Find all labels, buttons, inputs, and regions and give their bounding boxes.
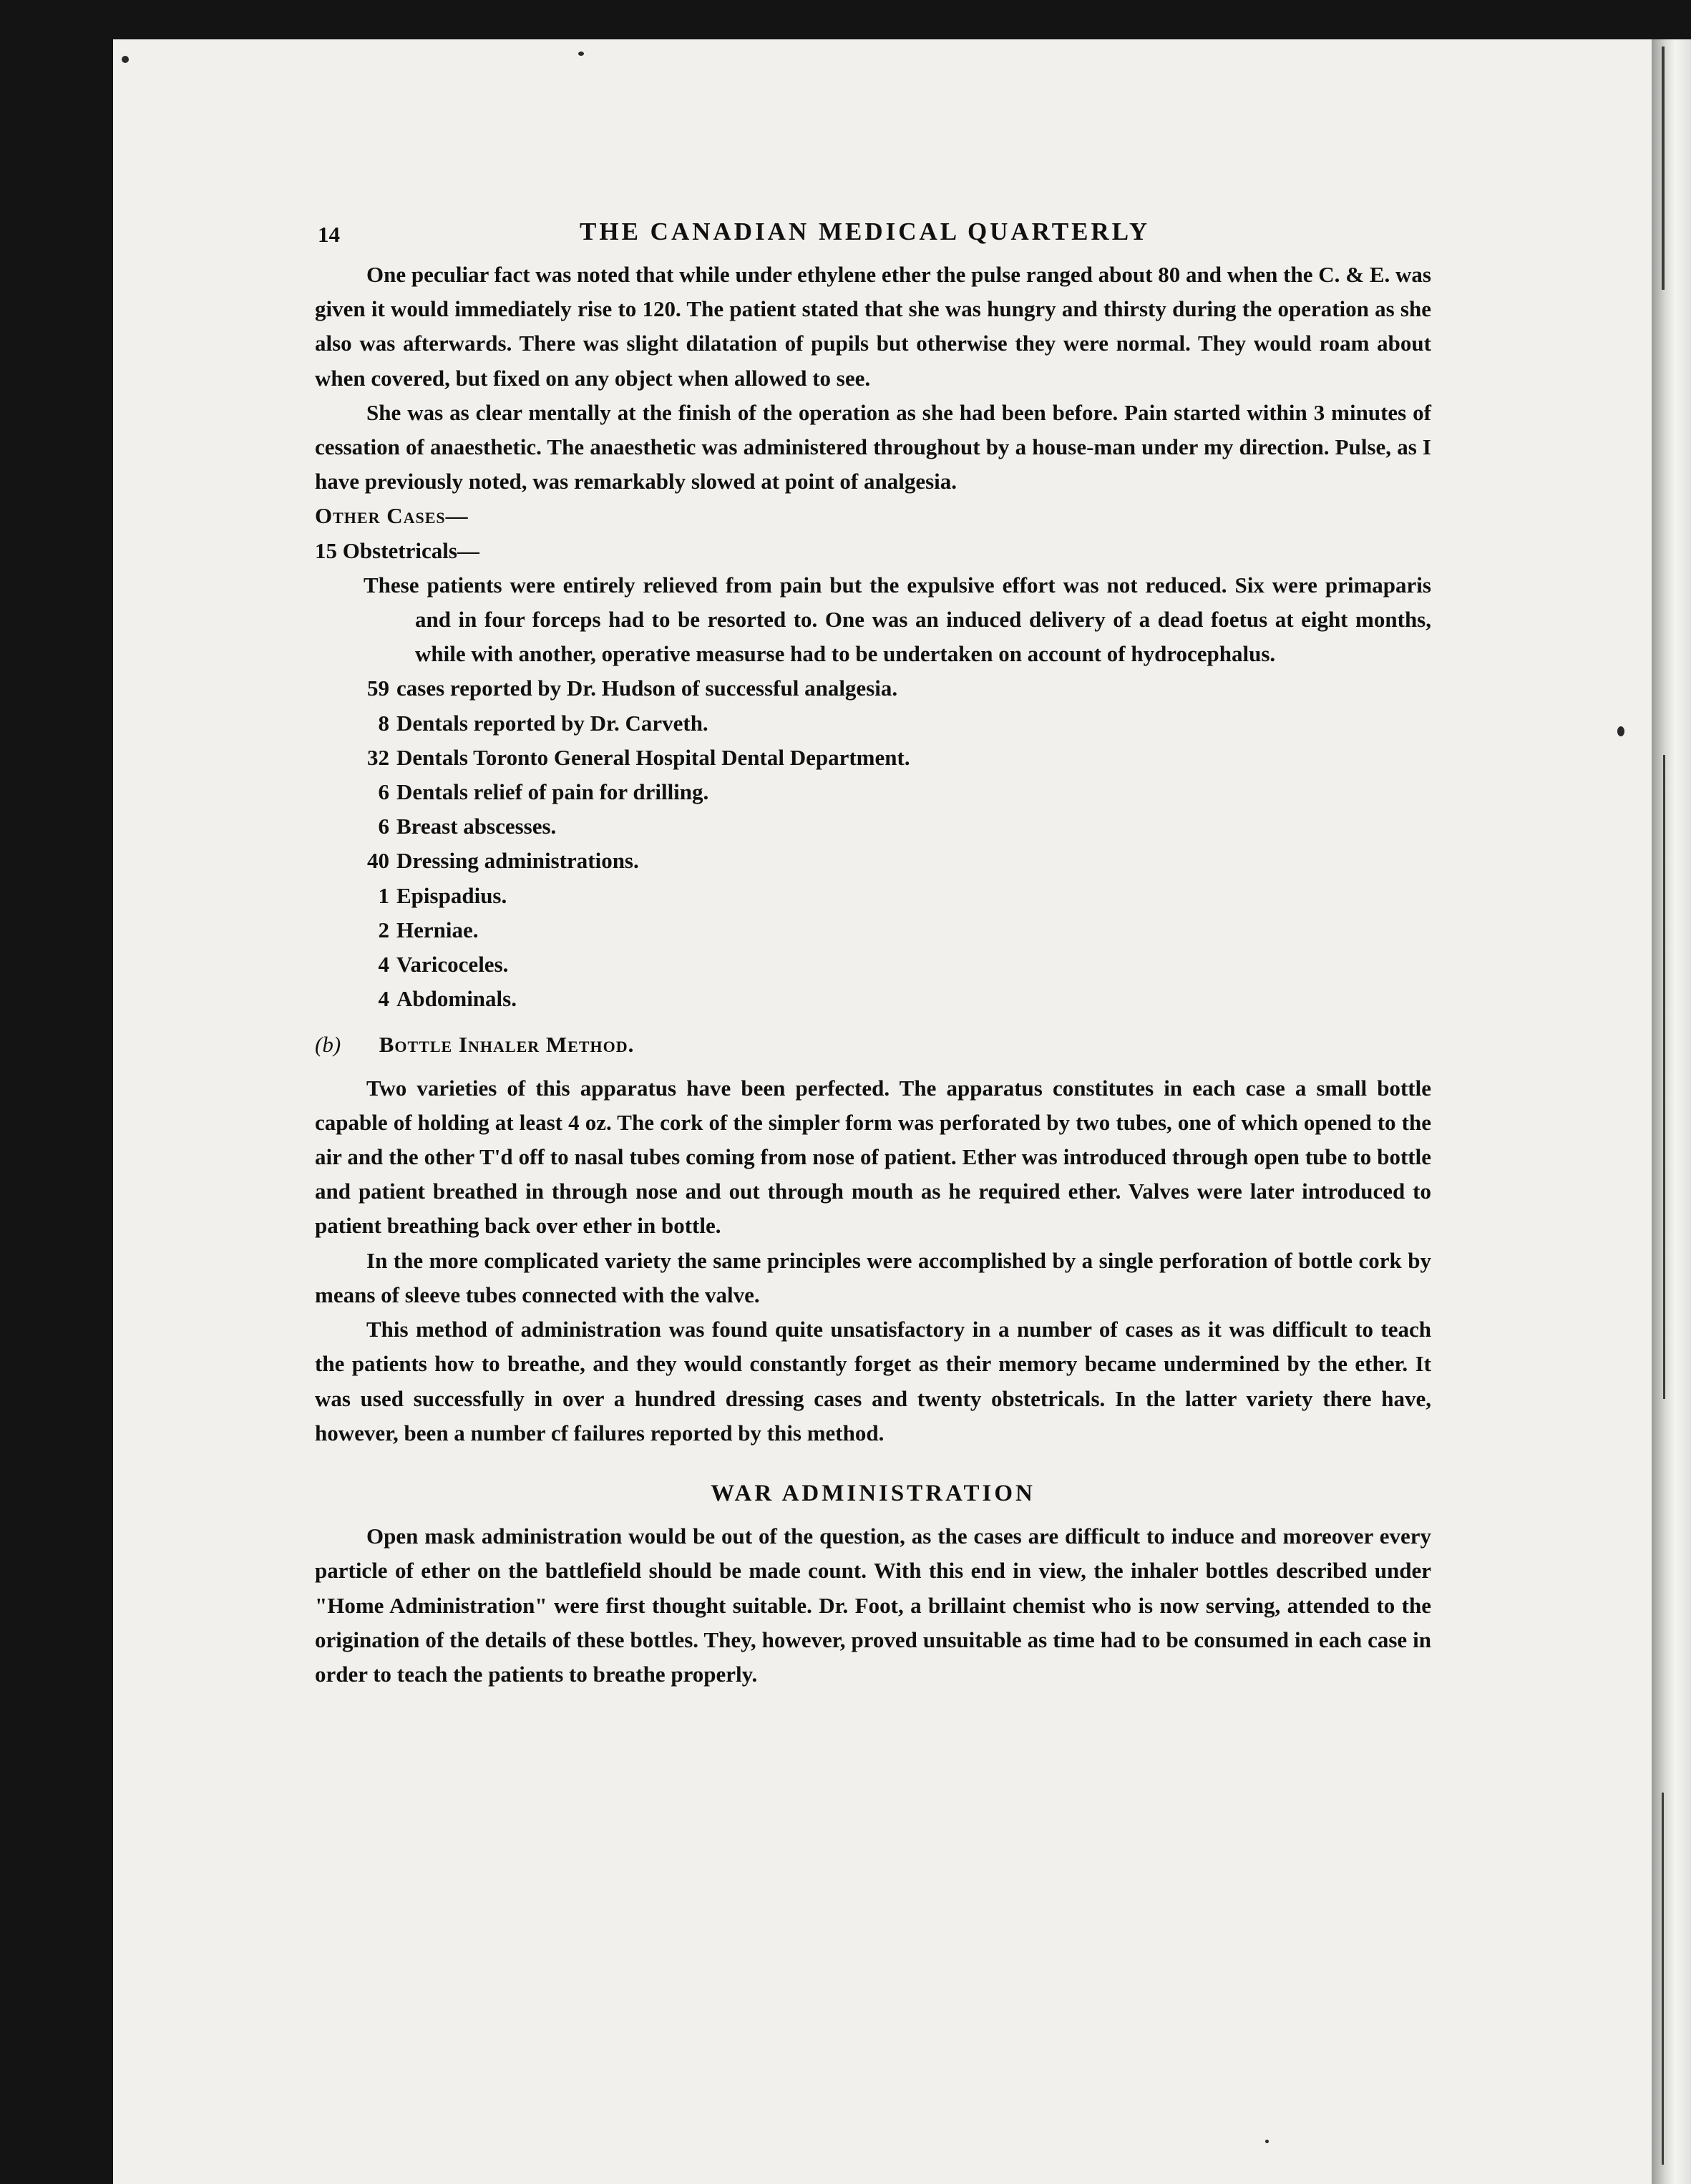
list-item [315,879,1431,913]
list-item [315,913,1431,947]
case-description: Dentals Toronto General Hospital Dental Department. [396,744,910,770]
case-description: Dentals reported by Dr. Carveth. [396,710,708,736]
case-count: 40 [367,848,389,874]
paragraph: Open mask administration would be out of the question, as the cases are difficult to induce and moreover every particle of ether on the battlefield should be made count. With this end in view, the inhaler bottles described under "Home Administration" were first thought suitable. Dr. Foot, a brillaint chemist who is now serving, attended to the origination of the details of these bottles. They, however, proved unsuitable as time had to be consumed in each case in order to teach the patients to breathe properly. [315,1524,1431,1687]
case-count: 8 [378,710,389,736]
paragraph: In the more complicated variety the same principles were accomplished by a single perforation of bottle cork by means of sleeve tubes connected with the valve. [315,1247,1431,1307]
case-count: 1 [378,882,389,908]
edge-mark [1662,1793,1664,2165]
method-label: (b) [315,1032,341,1058]
case-description: cases reported by Dr. Hudson of successful analgesia. [396,676,898,701]
list-item [315,775,1431,809]
case-description: Dressing administrations. [396,848,639,874]
case-description: Herniae. [396,917,479,942]
other-cases-heading: Other Cases— [315,503,469,529]
case-count: 4 [378,952,389,978]
list-item [315,844,1431,878]
obstetricals-heading: 15 Obstetricals— [315,537,479,563]
case-count: 6 [378,779,389,805]
scan-speck [578,52,584,56]
case-count: 32 [367,744,389,770]
page-number: 14 [318,222,340,247]
paragraph: She was as clear mentally at the finish of the operation as she had been before. Pain started within 3 minutes of cessation of anaesthetic. The anaesthetic was administered throughout by a house-man under my direction. Pulse, as I have previously noted, was remarkably slowed at point of analgesia. [315,399,1431,494]
case-description: Breast abscesses. [396,814,557,839]
case-description: Varicoceles. [396,952,509,978]
running-header [315,215,1431,258]
paragraph: Two varieties of this apparatus have been perfected. The apparatus constitutes in each case a small bottle capable of holding at least 4 oz. The cork of the simpler form was perforated by two tubes, one of which opened to the air and the other T'd off to nasal tubes coming from nose of patient. Ether was introduced through open tube to bottle and patient breathed in through nose and out through mouth as he required ether. Valves were later introduced to patient breathing back over ether in bottle. [315,1075,1431,1239]
method-title: Bottle Inhaler Method. [379,1032,635,1058]
document-text [315,215,1431,1692]
case-description: Dentals relief of pain for drilling. [396,779,709,805]
case-count: 2 [378,917,389,942]
case-list [315,671,1431,1016]
section-title: WAR ADMINISTRATION [711,1480,1035,1506]
scan-speck [122,56,129,63]
list-item [315,809,1431,844]
paragraph: One peculiar fact was noted that while under ethylene ether the pulse ranged about 80 and when the C. & E. was given it would immediately rise to 120. The patient stated that she was hungry and thirsty during the operation as she also was afterwards. There was slight dilatation of pupils but otherwise they were normal. They would roam about when covered, but fixed on any object when allowed to see. [315,262,1431,391]
case-count: 6 [378,814,389,839]
edge-mark [1663,755,1665,1399]
page-edge-shadow [1652,39,1691,2184]
journal-title: THE CANADIAN MEDICAL QUARTERLY [580,218,1151,245]
case-description: Epispadius. [396,882,507,908]
scan-speck [1265,2140,1269,2143]
list-item [315,706,1431,741]
case-count: 4 [378,986,389,1012]
case-description: Abdominals. [396,986,517,1012]
list-item [315,947,1431,982]
method-heading [315,1028,1431,1062]
list-item [315,982,1431,1016]
paragraph: This method of administration was found quite unsatisfactory in a number of cases as it was difficult to teach the patients how to breathe, and they would constantly forget as their memory became undermined by the ether. It was used successfully in over a hundred dressing cases and twenty obstetricals. In the latter variety there have, however, been a number cf failures reported by this method. [315,1317,1431,1446]
scan-speck [1617,726,1624,736]
list-item [315,741,1431,775]
edge-mark [1662,47,1665,290]
case-count: 59 [367,676,389,701]
obstetricals-text: These patients were entirely relieved from pain but the expulsive effort was not reduced. Six were primaparis and in four forceps had to be resorted to. One was an induced delivery of a dead foetus at eight months, while with another, operative measurse had to be undertaken on account of hydrocephalus. [364,572,1431,667]
list-item [315,671,1431,706]
